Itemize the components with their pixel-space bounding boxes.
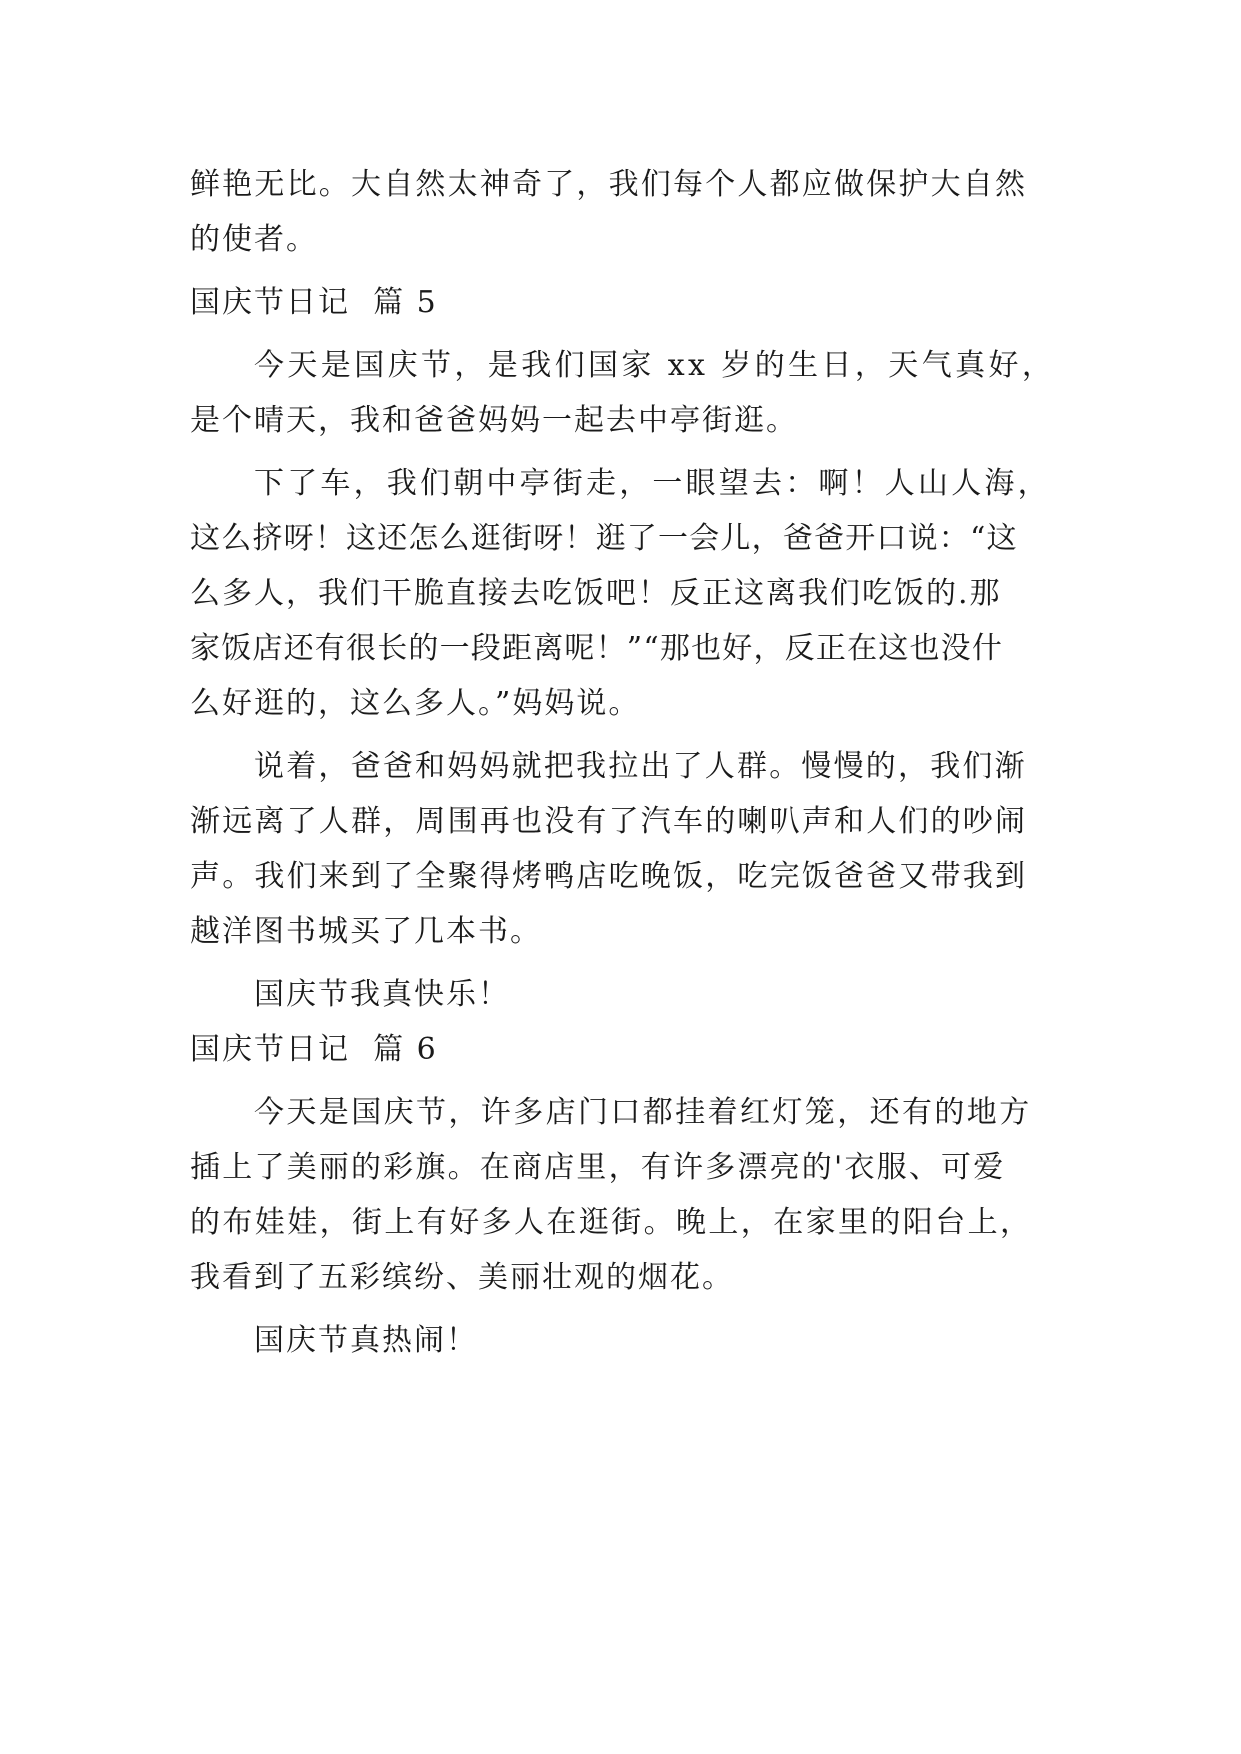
paragraph-line	[190, 165, 1052, 205]
paragraph-line	[190, 684, 640, 724]
line-text: 我看到了五彩缤纷、美丽壮观的烟花。	[190, 1260, 734, 1295]
paragraph-line	[254, 346, 1055, 386]
line-text: 插上了美丽的彩旗。在商店里，有许多漂亮的'衣服、可爱	[190, 1150, 1006, 1185]
line-text: 今天是国庆节，许多店门口都挂着红灯笼，还有的地方	[254, 1095, 1032, 1130]
line-text: 是个晴天，我和爸爸妈妈一起去中亭街逛。	[190, 403, 798, 438]
line-text: 渐远离了人群，周围再也没有了汽车的喇叭声和人们的吵闹	[190, 804, 1028, 839]
section-heading	[190, 283, 438, 323]
paragraph-line	[254, 975, 510, 1015]
line-text: 的布娃娃，街上有好多人在逛街。晚上，在家里的阳台上，	[190, 1205, 1033, 1240]
paragraph-line	[254, 747, 1027, 787]
paragraph-line	[190, 401, 798, 441]
heading-text: 国庆节日记 篇 5	[190, 285, 438, 320]
paragraph-line	[190, 1148, 1005, 1188]
line-text: 说着，爸爸和妈妈就把我拉出了人群。慢慢的，我们渐	[254, 749, 1027, 784]
line-text: 下了车，我们朝中亭街走，一眼望去：啊！人山人海，	[254, 466, 1051, 501]
paragraph-line	[190, 519, 1018, 559]
paragraph-line	[254, 464, 1051, 504]
line-text: 的使者。	[190, 222, 318, 257]
line-text: 家饭店还有很长的一段距离呢！”“那也好，反正在这也没什	[190, 631, 1004, 666]
paragraph-line	[190, 1258, 734, 1298]
paragraph-line	[190, 1203, 1032, 1243]
line-text: 么好逛的，这么多人。”妈妈说。	[190, 686, 641, 721]
paragraph-line	[190, 220, 318, 260]
line-text: 国庆节我真快乐！	[254, 977, 510, 1012]
paragraph-line	[190, 574, 1002, 614]
line-text: 今天是国庆节，是我们国家 xx 岁的生日，天气真好，	[254, 348, 1056, 383]
line-text: 这么挤呀！这还怎么逛街呀！逛了一会儿，爸爸开口说：“这	[190, 521, 1018, 556]
line-text: 越洋图书城买了几本书。	[190, 914, 542, 949]
line-text: 声。我们来到了全聚得烤鸭店吃晚饭，吃完饭爸爸又带我到	[190, 859, 1028, 894]
section-heading	[190, 1030, 438, 1070]
paragraph-line	[254, 1321, 478, 1361]
paragraph-line	[190, 857, 1027, 897]
paragraph-line	[190, 802, 1027, 842]
line-text: 鲜艳无比。大自然太神奇了，我们每个人都应做保护大自然	[190, 167, 1028, 202]
line-text: 国庆节真热闹！	[254, 1323, 478, 1358]
paragraph-line	[254, 1093, 1032, 1133]
line-text: 么多人，我们干脆直接去吃饭吧！反正这离我们吃饭的.那	[190, 576, 1002, 611]
heading-text: 国庆节日记 篇 6	[190, 1032, 438, 1067]
paragraph-line	[190, 629, 1003, 669]
paragraph-line	[190, 912, 542, 952]
